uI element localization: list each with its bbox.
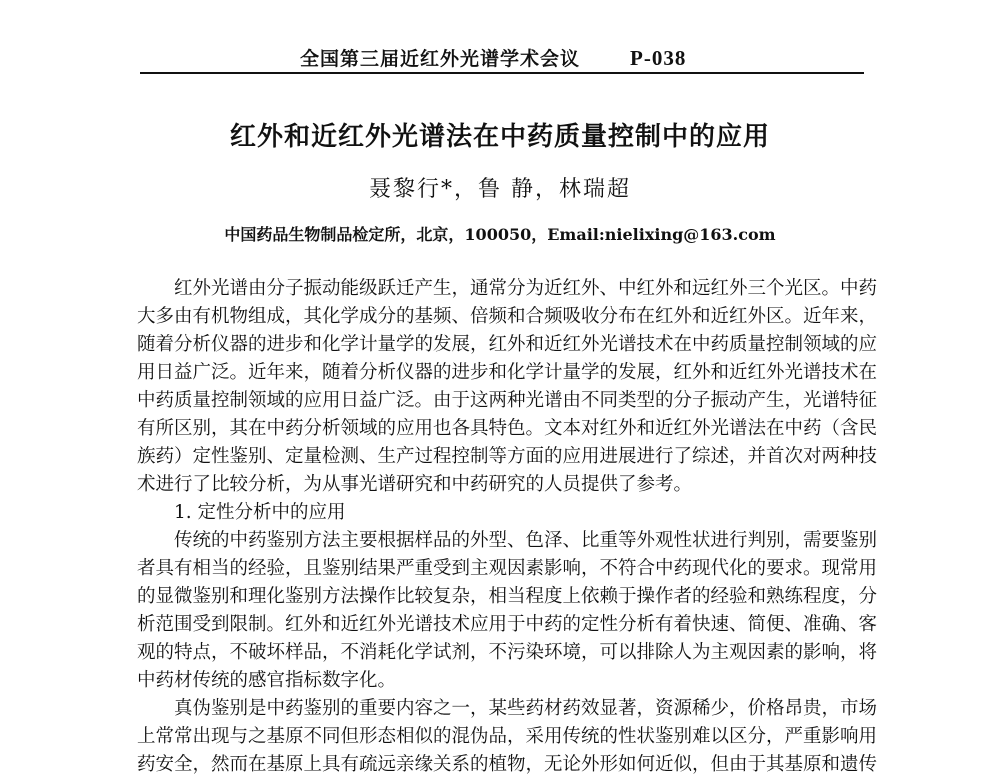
- conference-name: 全国第三届近红外光谱学术会议: [300, 48, 581, 70]
- text-line: 大多由有机物组成，其化学成分的基频、倍频和合频吸收分布在红外和近红外区。近年来，: [137, 306, 878, 327]
- text-line: 上常常出现与之基原不同但形态相似的混伪品，采用传统的性状鉴别难以区分，严重影响用: [137, 726, 878, 747]
- affiliation: 中国药品生物制品检定所，北京，100050，Email:nielixing@163.com: [224, 225, 776, 244]
- text-line: 中药材传统的感官指标数字化。: [137, 670, 397, 691]
- text-line: 者具有相当的经验，且鉴别结果严重受到主观因素影响，不符合中药现代化的要求。现常用: [137, 558, 878, 579]
- paragraph: [137, 695, 878, 779]
- text-line: 有所区别，其在中药分析领域的应用也各具特色。文本对红外和近红外光谱法在中药（含民: [137, 418, 878, 439]
- text-line: 1. 定性分析中的应用: [174, 502, 346, 523]
- section-heading: [137, 499, 863, 527]
- text-line: 传统的中药鉴别方法主要根据样品的外型、色泽、比重等外观性状进行判别，需要鉴别: [174, 530, 878, 551]
- text-line: 随着分析仪器的进步和化学计量学的发展，红外和近红外光谱技术在中药质量控制领域的应: [137, 334, 878, 355]
- paragraph: [137, 527, 878, 695]
- text-line: 术进行了比较分析，为从事光谱研究和中药研究的人员提供了参考。: [137, 474, 693, 495]
- text-line: 药安全，然而在基原上具有疏远亲缘关系的植物，无论外形如何近似，但由于其基原和遗传: [137, 754, 878, 775]
- text-line: 用日益广泛。近年来，随着分析仪器的进步和化学计量学的发展，红外和近红外光谱技术在: [137, 362, 878, 383]
- header-rule: [140, 72, 864, 74]
- text-line: 析范围受到限制。红外和近红外光谱技术应用于中药的定性分析有着快速、简便、准确、客: [137, 614, 878, 635]
- text-line: 红外光谱由分子振动能级跃迁产生，通常分为近红外、中红外和远红外三个光区。中药: [174, 278, 878, 299]
- text-line: 观的特点，不破坏样品，不消耗化学试剂，不污染环境，可以排除人为主观因素的影响，将: [137, 642, 878, 663]
- text-line: 中药质量控制领域的应用日益广泛。由于这两种光谱由不同类型的分子振动产生，光谱特征: [137, 390, 878, 411]
- text-line: 的显微鉴别和理化鉴别方法操作比较复杂，相当程度上依赖于操作者的经验和熟练程度，分: [137, 586, 878, 607]
- paper-code: P-038: [630, 46, 687, 70]
- body-text: [137, 275, 878, 779]
- authors: 聂黎行*，鲁 静，林瑞超: [369, 177, 631, 202]
- text-line: 族药）定性鉴别、定量检测、生产过程控制等方面的应用进展进行了综述，并首次对两种技: [137, 446, 878, 467]
- paper-title: 红外和近红外光谱法在中药质量控制中的应用: [229, 122, 770, 152]
- text-line: 真伪鉴别是中药鉴别的重要内容之一，某些药材药效显著，资源稀少，价格昂贵，市场: [174, 698, 878, 719]
- running-header: [300, 44, 686, 71]
- paragraph: [137, 275, 878, 499]
